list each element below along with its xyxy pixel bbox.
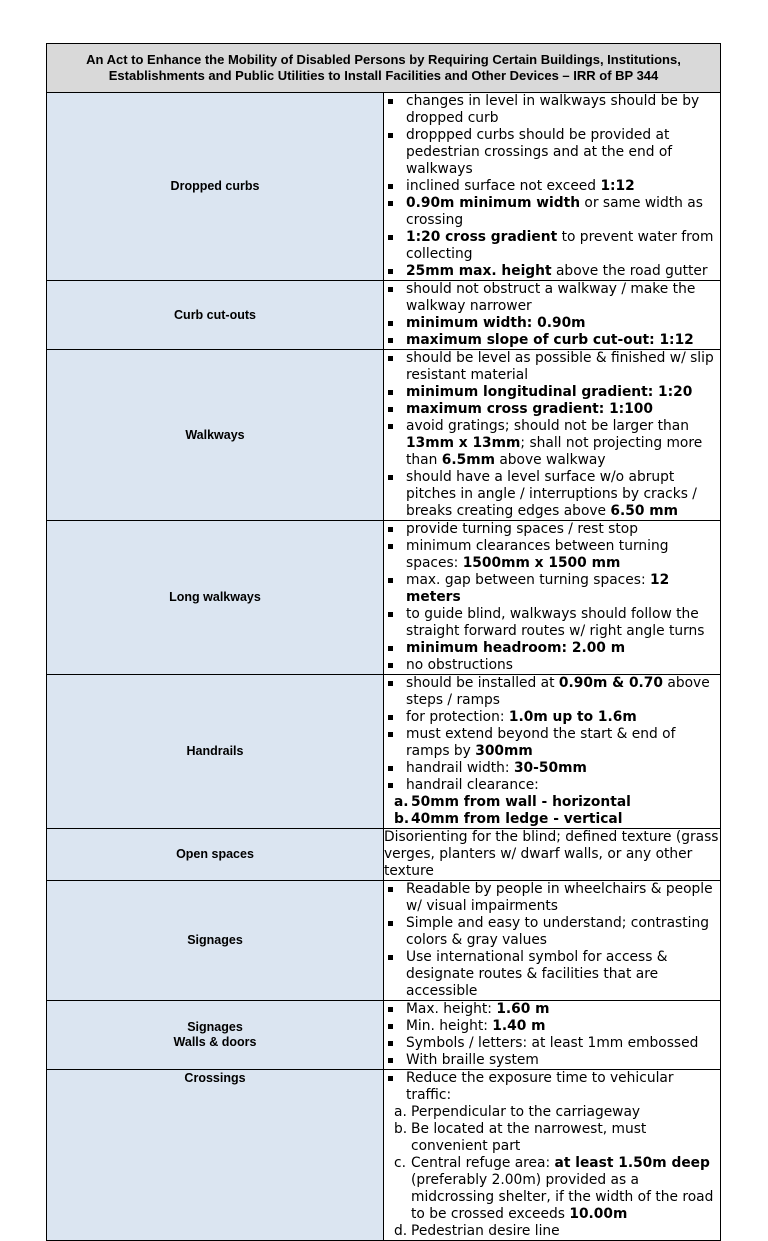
text-run: for protection: (406, 709, 509, 725)
bullet-list (384, 1001, 720, 1069)
sub-list-item (384, 794, 720, 811)
text-run: Simple and easy to understand; contrasting colors & gray values (406, 915, 709, 948)
row-label-curb-cutouts: Curb cut-outs (47, 281, 384, 350)
list-item (384, 521, 720, 538)
bullet-list (384, 350, 720, 520)
list-item (384, 657, 720, 674)
list-item (384, 384, 720, 401)
list-item (384, 915, 720, 949)
text-run: to guide blind, walkways should follow the straight forward routes w/ right angle turns (406, 606, 705, 639)
bullet-list (384, 521, 720, 674)
list-item (384, 949, 720, 1000)
bullet-list (384, 93, 720, 280)
list-item (384, 332, 720, 349)
bp344-table (46, 43, 721, 1241)
text-run: provide turning spaces / rest stop (406, 521, 638, 537)
list-item (384, 1035, 720, 1052)
table-title: An Act to Enhance the Mobility of Disabled Persons by Requiring Certain Buildings, Institutions, Establishments and Public Utilities to Install Facilities and Other Devices – IRR of BP 344 (47, 44, 721, 93)
text-run: above walkway (494, 452, 606, 468)
text-run: above steps / ramps (406, 675, 710, 708)
sub-list-item (384, 1223, 720, 1240)
list-item (384, 640, 720, 657)
text-run: or same width as crossing (406, 195, 703, 228)
bold-text: 1.40 m (492, 1018, 546, 1034)
row-label-signages-walls (47, 1001, 384, 1070)
list-item (384, 1001, 720, 1018)
sub-list-marker: b. (394, 811, 410, 827)
row-crossings (47, 1070, 721, 1241)
text-run: Perpendicular to the carriageway (411, 1104, 641, 1120)
text-run: 50mm from wall - horizontal (411, 794, 631, 810)
list-item (384, 572, 720, 606)
text-run: (preferably 2.00m) provided as a midcrossing shelter, if the width of the road to be crossed exceeds (411, 1172, 714, 1222)
sub-list (384, 794, 720, 828)
row-content-dropped-curbs (384, 93, 721, 281)
text-run: Be located at the narrowest, must convenient part (411, 1121, 647, 1154)
list-item (384, 777, 720, 794)
list-item (384, 726, 720, 760)
bold-text: 10.00m (569, 1206, 628, 1222)
text-run: should not obstruct a walkway / make the walkway narrower (406, 281, 696, 314)
list-item (384, 195, 720, 229)
bold-text: 25mm max. height (406, 263, 552, 279)
list-item (384, 281, 720, 315)
row-signages (47, 881, 721, 1001)
text-run: must extend beyond the start & end of ramps by (406, 726, 676, 759)
bold-text: 12 meters (406, 572, 670, 605)
row-content-crossings (384, 1070, 721, 1241)
row-label-signages: Signages (47, 881, 384, 1001)
list-item (384, 178, 720, 195)
list-item (384, 263, 720, 280)
row-label-dropped-curbs: Dropped curbs (47, 93, 384, 281)
text-run: inclined surface not exceed (406, 178, 601, 194)
sub-list-marker: a. (394, 1104, 407, 1120)
text-run: Readable by people in wheelchairs & people w/ visual impairments (406, 881, 713, 914)
list-item (384, 709, 720, 726)
list-item (384, 93, 720, 127)
list-item (384, 760, 720, 777)
bold-text: 30-50mm (513, 760, 587, 776)
text-run: Symbols / letters: at least 1mm embossed (406, 1035, 699, 1051)
text-run: Max. height: (406, 1001, 497, 1017)
sub-list-item (384, 811, 720, 828)
text-run: Reduce the exposure time to vehicular traffic: (406, 1070, 674, 1103)
text-run: should be level as possible & finished w/ slip resistant material (406, 350, 714, 383)
row-signages-walls (47, 1001, 721, 1070)
row-content-long-walkways (384, 521, 721, 675)
bold-text: 1:12 (600, 178, 635, 194)
row-content-open-spaces (384, 829, 721, 881)
row-dropped-curbs (47, 93, 721, 281)
bullet-list (384, 281, 720, 349)
list-item (384, 606, 720, 640)
bullet-list (384, 1070, 720, 1104)
row-walkways (47, 350, 721, 521)
row-content-walkways (384, 350, 721, 521)
text-run: Min. height: (406, 1018, 493, 1034)
bold-text: maximum cross gradient: 1:100 (406, 401, 653, 417)
row-label-crossings: Crossings (47, 1070, 384, 1241)
bold-text: 300mm (475, 743, 533, 759)
bold-text: minimum width: 0.90m (406, 315, 586, 331)
list-item (384, 1052, 720, 1069)
text-run: Central refuge area: (411, 1155, 555, 1171)
row-content-signages (384, 881, 721, 1001)
bullet-list (384, 675, 720, 794)
list-item (384, 538, 720, 572)
text-run: 40mm from ledge - vertical (411, 811, 623, 827)
row-label-handrails: Handrails (47, 675, 384, 829)
bold-text: 1.60 m (496, 1001, 550, 1017)
row-open-spaces (47, 829, 721, 881)
bold-text: 0.90m & 0.70 (558, 675, 664, 691)
list-item (384, 315, 720, 332)
bold-text: 6.50 mm (610, 503, 679, 519)
text-run: changes in level in walkways should be by dropped curb (406, 93, 700, 126)
bold-text: maximum slope of curb cut-out: 1:12 (406, 332, 694, 348)
list-item (384, 418, 720, 469)
sub-list-marker: c. (394, 1155, 406, 1171)
label-line-1: Signages (187, 1020, 243, 1034)
sub-list-marker: a. (394, 794, 409, 810)
list-item (384, 229, 720, 263)
list-item (384, 881, 720, 915)
text-run: to prevent water from collecting (406, 229, 714, 262)
text-run: should be installed at (406, 675, 559, 691)
sub-list-marker: d. (394, 1223, 408, 1239)
row-curb-cutouts (47, 281, 721, 350)
list-item (384, 1070, 720, 1104)
sub-list-item (384, 1155, 720, 1223)
list-item (384, 675, 720, 709)
open-spaces-text: Disorienting for the blind; defined texture (grass verges, planters w/ dwarf walls, or any other texture (384, 829, 719, 879)
sub-list-item (384, 1121, 720, 1155)
bold-text: 0.90m minimum width (406, 195, 581, 211)
list-item (384, 469, 720, 520)
text-run: ; shall not projecting more than (406, 435, 703, 468)
text-run: With braille system (406, 1052, 539, 1068)
text-run: no obstructions (406, 657, 513, 673)
bullet-list (384, 881, 720, 1000)
text-run: should have a level surface w/o abrupt pitches in angle / interruptions by cracks / breaks creating edges above (406, 469, 697, 519)
row-content-handrails (384, 675, 721, 829)
text-run: handrail width: (406, 760, 514, 776)
list-item (384, 401, 720, 418)
bold-text: 1:20 cross gradient (406, 229, 558, 245)
row-label-walkways: Walkways (47, 350, 384, 521)
text-run: minimum clearances between turning spaces: (406, 538, 669, 571)
title-row (47, 44, 721, 93)
row-label-long-walkways: Long walkways (47, 521, 384, 675)
list-item (384, 127, 720, 178)
bold-text: minimum longitudinal gradient: 1:20 (406, 384, 693, 400)
label-line-2: Walls & doors (173, 1035, 257, 1049)
row-handrails (47, 675, 721, 829)
sub-list-marker: b. (394, 1121, 408, 1137)
text-run: Use international symbol for access & designate routes & facilities that are accessible (406, 949, 668, 999)
sub-list (384, 1104, 720, 1240)
bold-text: 1500mm x 1500 mm (462, 555, 621, 571)
bold-text: 13mm x 13mm (406, 435, 521, 451)
bold-text: at least 1.50m deep (554, 1155, 710, 1171)
row-content-signages-walls (384, 1001, 721, 1070)
row-long-walkways (47, 521, 721, 675)
text-run: Pedestrian desire line (411, 1223, 560, 1239)
sub-list-item (384, 1104, 720, 1121)
bold-text: minimum headroom: 2.00 m (406, 640, 626, 656)
text-run: max. gap between turning spaces: (406, 572, 650, 588)
list-item (384, 350, 720, 384)
text-run: droppped curbs should be provided at pedestrian crossings and at the end of walkways (406, 127, 673, 177)
text-run: handrail clearance: (406, 777, 539, 793)
list-item (384, 1018, 720, 1035)
row-content-curb-cutouts (384, 281, 721, 350)
bold-text: 6.5mm (441, 452, 495, 468)
text-run: avoid gratings; should not be larger than (406, 418, 689, 434)
row-label-open-spaces: Open spaces (47, 829, 384, 881)
text-run: above the road gutter (551, 263, 708, 279)
bold-text: 1.0m up to 1.6m (508, 709, 637, 725)
